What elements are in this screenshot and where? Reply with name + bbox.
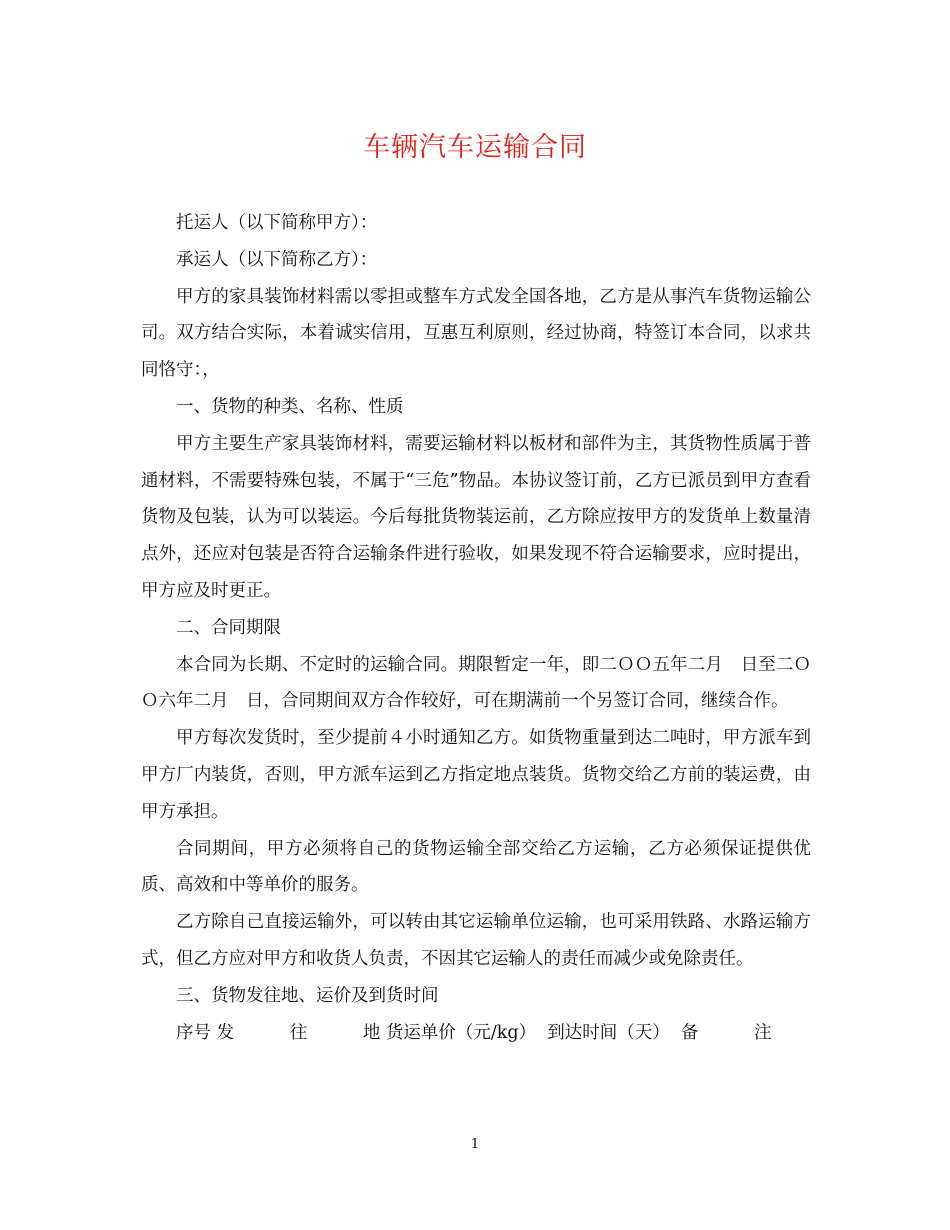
shipper-line: 托运人（以下简称甲方）： — [176, 213, 378, 233]
document-title: 车辆汽车运输合同 — [363, 132, 587, 163]
notice-paragraph: 甲方每次发货时，至少提前４小时通知乙方。如货物重量到达二吨时，甲方派车到甲方厂内装货，否则，甲方派车运到乙方指定地点装货。货物交给乙方前的装运费，由甲方承担。 — [141, 728, 811, 822]
section-heading-2: 二、合同期限 — [176, 617, 281, 638]
carrier-line: 承运人（以下简称乙方）： — [176, 249, 378, 270]
exclusive-paragraph: 合同期间，甲方必须将自己的货物运输全部交给乙方运输，乙方必须保证提供优质、高效和中等单价的服务。 — [141, 838, 811, 896]
document-body — [141, 205, 811, 1051]
table-header-row: 序号 发 往 地 货运单价（元/kg） 到达时间（天） 备 注 — [176, 1022, 772, 1043]
preamble-paragraph: 甲方的家具装饰材料需以零担或整车方式发全国各地，乙方是从事汽车货物运输公司。双方结合实际，本着诚实信用，互惠互利原则，经过协商，特签订本合同，以求共同恪守：， — [141, 286, 811, 381]
term-paragraph: 本合同为长期、不定时的运输合同。期限暂定一年，即二ＯＯ五年二月 日至二ＯＯ六年二月 日，合同期间双方合作较好，可在期满前一个另签订合同，继续合作。 — [141, 654, 811, 712]
section-1-paragraph: 甲方主要生产家具装饰材料，需要运输材料以板材和部件为主，其货物性质属于普通材料，不需要特殊包装，不属于“三危”物品。本协议签订前，乙方已派员到甲方查看货物及包装，认为可以装运。今后每批货物装运前，乙方除应按甲方的发货单上数量清点外，还应对包装是否符合运输条件进行验收，如果发现不符合运输要求，应时提出，甲方应及时更正。 — [141, 433, 811, 601]
page-number: 1 — [470, 1137, 480, 1152]
subcontract-paragraph: 乙方除自己直接运输外，可以转由其它运输单位运输，也可采用铁路、水路运输方式，但乙方应对甲方和收货人负责，不因其它运输人的责任而减少或免除责任。 — [141, 912, 811, 969]
section-heading-3: 三、货物发往地、运价及到货时间 — [176, 985, 439, 1006]
section-heading-1: 一、货物的种类、名称、性质 — [176, 396, 404, 417]
